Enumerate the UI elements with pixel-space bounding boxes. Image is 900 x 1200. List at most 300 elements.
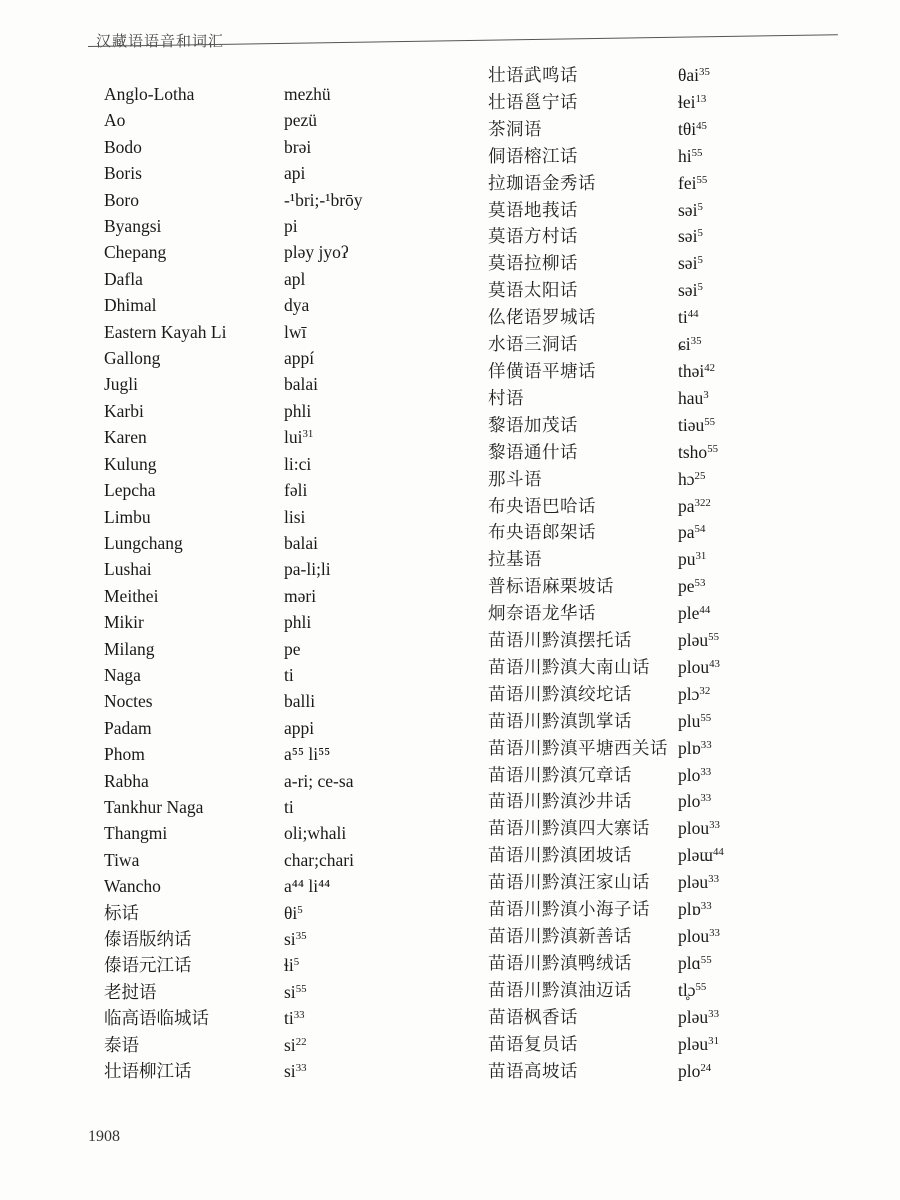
- language-name: Ao: [104, 110, 126, 131]
- tone-superscript: 42: [704, 362, 716, 375]
- word-form-base: pləu: [678, 630, 709, 651]
- language-name: 苗语枫香话: [488, 1006, 578, 1027]
- language-name: Boro: [104, 189, 139, 210]
- language-name: 苗语川黔滇大南山话: [488, 656, 650, 677]
- word-form: [678, 735, 712, 762]
- tone-superscript: 55: [691, 146, 703, 159]
- word-form-base: plou: [678, 818, 710, 839]
- word-form-base: pu: [678, 549, 696, 570]
- word-form-base: balli: [284, 691, 316, 712]
- language-name: Jugli: [104, 374, 139, 395]
- word-form-base: a⁵⁵ li⁵⁵: [284, 744, 331, 765]
- language-name: 茶洞语: [488, 118, 542, 139]
- vocabulary-entry: [488, 788, 724, 815]
- language-name: 苗语川黔滇油迈话: [488, 979, 632, 1000]
- word-form-base: fei: [678, 172, 697, 193]
- tone-superscript: 24: [700, 1061, 712, 1074]
- language-name: 傣语元江话: [104, 955, 192, 976]
- vocabulary-entry: [104, 266, 363, 292]
- vocabulary-entry: [104, 398, 363, 424]
- word-form-base: səi: [678, 253, 698, 274]
- word-form-base: apl: [284, 268, 306, 289]
- language-name: 普标语麻栗坡话: [488, 576, 614, 597]
- word-form: [678, 223, 703, 250]
- word-form: [678, 762, 711, 789]
- word-form: [284, 873, 330, 899]
- language-name: 壮语武鸣话: [488, 65, 578, 85]
- word-form: [678, 412, 715, 439]
- word-form-base: pləɯ: [678, 845, 713, 866]
- vocabulary-entry: [104, 847, 363, 873]
- word-form: [678, 788, 711, 815]
- word-form: [284, 900, 303, 926]
- language-name: Lushai: [104, 559, 152, 580]
- word-form: [284, 1058, 307, 1084]
- vocabulary-entry: [104, 451, 363, 477]
- word-form: [284, 160, 305, 186]
- language-name: Milang: [104, 638, 155, 659]
- language-name: 拉基语: [488, 549, 542, 570]
- word-form: [284, 952, 299, 978]
- word-form: [284, 451, 311, 477]
- language-name: 村语: [488, 387, 524, 408]
- vocabulary-entry: [488, 385, 724, 412]
- vocabulary-entry: [488, 896, 724, 923]
- tone-superscript: 55: [695, 980, 707, 993]
- vocabulary-entry: [104, 794, 363, 820]
- vocabulary-entry: [488, 331, 724, 358]
- vocabulary-entry: [104, 504, 363, 530]
- language-name: 侗语榕江话: [488, 145, 578, 166]
- vocabulary-entry: [104, 636, 363, 662]
- language-name: Tankhur Naga: [104, 796, 204, 817]
- word-form-base: si: [284, 1061, 296, 1082]
- vocabulary-entry: [488, 412, 724, 439]
- word-form: [678, 977, 706, 1004]
- vocabulary-entry: [488, 1058, 724, 1085]
- word-form-base: dya: [284, 295, 310, 316]
- word-form: [284, 556, 331, 582]
- word-form: [678, 439, 718, 466]
- vocabulary-entry: [488, 977, 724, 1004]
- word-form-base: ɕi: [678, 334, 691, 355]
- word-form-base: hɔ: [678, 468, 695, 489]
- word-form: [284, 187, 363, 213]
- tone-superscript: 35: [699, 66, 710, 79]
- word-form: [678, 1058, 711, 1085]
- word-form-base: səi: [678, 280, 698, 301]
- word-form-base: thəi: [678, 360, 705, 381]
- tone-superscript: 44: [713, 846, 724, 859]
- tone-superscript: 33: [708, 1007, 719, 1020]
- word-form-base: səi: [678, 226, 698, 247]
- vocabulary-entry: [104, 424, 363, 450]
- tone-superscript: 55: [708, 631, 719, 644]
- language-name: 临高语临城话: [104, 1008, 209, 1029]
- vocabulary-entry: [104, 715, 363, 741]
- word-form: [678, 1004, 719, 1031]
- word-form-base: oli;whali: [284, 823, 347, 844]
- tone-superscript: 25: [694, 469, 706, 482]
- vocabulary-entry: [488, 735, 724, 762]
- tone-superscript: 31: [302, 428, 314, 441]
- tone-superscript: 55: [700, 953, 712, 966]
- word-form: [284, 134, 311, 160]
- word-form: [284, 794, 294, 820]
- vocabulary-entry: [488, 869, 724, 896]
- tone-superscript: 55: [704, 415, 716, 428]
- language-name: 苗语复员话: [488, 1033, 578, 1054]
- tone-superscript: 5: [297, 903, 303, 916]
- word-form: [284, 107, 317, 133]
- tone-superscript: 55: [707, 442, 719, 455]
- language-name: Mikir: [104, 612, 144, 633]
- language-name: Noctes: [104, 691, 153, 712]
- vocabulary-entry: [488, 277, 724, 304]
- language-name: Chepang: [104, 242, 167, 263]
- tone-superscript: 3: [703, 388, 709, 401]
- word-form-base: appí: [284, 348, 315, 369]
- language-name: 苗语川黔滇小海子话: [488, 899, 650, 920]
- word-form: [284, 81, 331, 107]
- tone-superscript: 44: [687, 308, 699, 321]
- language-name: 莫语地莪话: [488, 199, 578, 220]
- word-form: [284, 715, 314, 741]
- vocabulary-entry: [104, 768, 363, 794]
- word-form: [284, 979, 307, 1005]
- vocabulary-entry: [488, 600, 724, 627]
- word-form: [284, 662, 294, 688]
- language-name: Gallong: [104, 348, 161, 369]
- word-form: [284, 345, 314, 371]
- tone-superscript: 35: [295, 930, 307, 943]
- word-form-base: plɒ: [678, 737, 701, 758]
- word-form-base: pe: [284, 638, 301, 659]
- word-form: [678, 304, 699, 331]
- word-form: [678, 923, 720, 950]
- word-form-base: char;chari: [284, 849, 354, 870]
- word-form-base: tl̥ɔ: [678, 979, 696, 1000]
- language-name: 苗语高坡话: [488, 1060, 578, 1081]
- language-name: 苗语川黔滇汪家山话: [488, 872, 650, 893]
- language-name: 那斗语: [488, 468, 542, 489]
- word-form-base: pləu: [678, 872, 709, 893]
- language-name: Karbi: [104, 400, 144, 421]
- vocabulary-entry: [488, 116, 724, 143]
- tone-superscript: 53: [694, 577, 706, 590]
- vocabulary-entry: [488, 1031, 724, 1058]
- vocabulary-entry: [104, 1058, 363, 1084]
- word-form: [678, 627, 719, 654]
- tone-superscript: 33: [709, 819, 720, 832]
- vocabulary-entry: [488, 573, 724, 600]
- language-name: 布央语郎架话: [488, 522, 596, 543]
- vocabulary-entry: [104, 81, 363, 107]
- language-name: 苗语川黔滇鸭绒话: [488, 952, 632, 973]
- tone-superscript: 31: [695, 550, 707, 563]
- word-form: [678, 277, 703, 304]
- vocabulary-entry: [104, 187, 363, 213]
- vocabulary-entry: [488, 170, 724, 197]
- word-form-base: ti: [284, 1008, 294, 1029]
- word-form: [678, 681, 710, 708]
- language-name: Limbu: [104, 506, 151, 527]
- word-form-base: pa: [678, 522, 695, 543]
- tone-superscript: 33: [708, 873, 719, 886]
- language-name: 标话: [104, 902, 139, 923]
- language-name: 黎语通什话: [488, 441, 578, 462]
- vocabulary-entry: [104, 900, 363, 926]
- language-name: Lungchang: [104, 532, 183, 553]
- word-form: [284, 371, 318, 397]
- word-form: [678, 116, 707, 143]
- language-name: Wancho: [104, 876, 161, 897]
- vocabulary-entry: [104, 371, 363, 397]
- language-name: Phom: [104, 744, 145, 765]
- tone-superscript: 33: [293, 1009, 305, 1022]
- language-name: 老挝语: [104, 981, 157, 1002]
- word-form-base: si: [284, 1034, 296, 1055]
- language-name: Dhimal: [104, 295, 157, 316]
- language-name: Padam: [104, 717, 152, 738]
- word-form-base: brəi: [284, 136, 312, 157]
- vocabulary-entry: [488, 250, 724, 277]
- language-name: 苗语川黔滇团坡话: [488, 845, 632, 866]
- word-form: [678, 62, 710, 89]
- word-form: [678, 869, 719, 896]
- tone-superscript: 43: [709, 657, 720, 670]
- word-form: [284, 319, 306, 345]
- vocabulary-entry: [488, 815, 724, 842]
- word-form: [284, 1032, 307, 1058]
- language-name: Byangsi: [104, 216, 162, 237]
- language-name: 莫语方村话: [488, 226, 578, 247]
- language-name: Kulung: [104, 453, 157, 474]
- vocabulary-entry: [488, 708, 724, 735]
- vocabulary-entry: [488, 493, 724, 520]
- language-name: 泰语: [104, 1034, 139, 1055]
- word-form-base: θi: [284, 902, 298, 923]
- vocabulary-entry: [488, 681, 724, 708]
- language-name: 莫语太阳话: [488, 280, 578, 301]
- tone-superscript: 35: [690, 335, 702, 348]
- word-form: [284, 688, 315, 714]
- word-form: [678, 250, 703, 277]
- language-name: Naga: [104, 664, 141, 685]
- word-form-base: plo: [678, 1060, 701, 1081]
- tone-superscript: 45: [696, 119, 707, 132]
- word-form: [284, 398, 311, 424]
- word-form-base: balai: [284, 374, 319, 395]
- word-form-base: si: [284, 981, 296, 1002]
- word-form: [678, 815, 720, 842]
- tone-superscript: 33: [700, 792, 712, 805]
- language-name: 苗语川黔滇凯掌话: [488, 710, 632, 731]
- word-form-base: plo: [678, 791, 701, 812]
- vocabulary-entry: [104, 979, 363, 1005]
- vocabulary-entry: [488, 358, 724, 385]
- word-form: [678, 708, 711, 735]
- running-header: 汉藏语语音和词汇: [96, 34, 225, 50]
- word-form-base: appi: [284, 717, 315, 738]
- word-form: [284, 424, 313, 450]
- vocabulary-entry: [104, 213, 363, 239]
- word-form: [284, 768, 353, 794]
- word-form-base: plo: [678, 764, 701, 785]
- word-form-base: pləu: [678, 1033, 709, 1054]
- word-form-base: mezhü: [284, 84, 331, 104]
- language-name: 苗语川黔滇新善话: [488, 926, 632, 946]
- vocabulary-entry: [104, 292, 363, 318]
- word-form-base: pi: [284, 216, 298, 237]
- vocabulary-entry: [104, 741, 363, 767]
- vocabulary-entry: [488, 89, 724, 116]
- language-name: Thangmi: [104, 823, 168, 844]
- language-name: 壮语柳江话: [104, 1061, 192, 1082]
- word-form-base: θai: [678, 65, 700, 85]
- vocabulary-entry: [104, 319, 363, 345]
- vocabulary-entry: [104, 345, 363, 371]
- vocabulary-entry: [104, 820, 363, 846]
- word-form: [678, 600, 710, 627]
- tone-superscript: 33: [709, 927, 720, 940]
- vocabulary-entry: [488, 223, 724, 250]
- word-form-base: pezü: [284, 110, 318, 131]
- page-number: 1908: [88, 1128, 120, 1145]
- tone-superscript: 33: [295, 1062, 307, 1075]
- word-form: [284, 266, 305, 292]
- word-form-base: hau: [678, 387, 704, 408]
- language-name: 拉珈语金秀话: [488, 172, 596, 193]
- word-form-base: pa: [678, 495, 695, 516]
- tone-superscript: 55: [700, 711, 712, 724]
- word-form-base: səi: [678, 199, 698, 220]
- word-form-base: api: [284, 163, 306, 184]
- vocabulary-entry: [104, 952, 363, 978]
- word-form-base: lwī: [284, 321, 307, 342]
- vocabulary-entry: [488, 439, 724, 466]
- vocabulary-entry: [488, 1004, 724, 1031]
- word-form-base: a-ri; ce-sa: [284, 770, 354, 791]
- word-form-base: phli: [284, 400, 312, 421]
- vocabulary-entry: [104, 556, 363, 582]
- language-name: 水语三洞话: [488, 334, 578, 355]
- word-form-base: plɔ: [678, 683, 700, 704]
- word-form: [678, 950, 712, 977]
- vocabulary-entry: [488, 762, 724, 789]
- language-name: 莫语拉柳话: [488, 253, 578, 274]
- word-form: [284, 292, 309, 318]
- language-name: Boris: [104, 163, 142, 184]
- word-form: [678, 331, 701, 358]
- word-form-base: pləy jyoʔ: [284, 242, 349, 263]
- vocabulary-entry: [104, 107, 363, 133]
- language-name: Dafla: [104, 268, 143, 289]
- word-form: [678, 197, 703, 224]
- word-form: [678, 493, 711, 520]
- word-form-base: tiəu: [678, 414, 705, 435]
- word-form: [284, 820, 346, 846]
- tone-superscript: 33: [700, 900, 712, 913]
- word-form: [284, 213, 298, 239]
- tone-superscript: 5: [697, 281, 703, 294]
- vocabulary-entry: [104, 688, 363, 714]
- vocabulary-entry: [488, 143, 724, 170]
- vocabulary-entry: [104, 1032, 363, 1058]
- vocabulary-entry: [488, 923, 724, 950]
- language-name: Bodo: [104, 136, 142, 157]
- vocabulary-entry: [488, 197, 724, 224]
- word-form-base: a⁴⁴ li⁴⁴: [284, 876, 331, 897]
- tone-superscript: 22: [295, 1035, 307, 1048]
- word-form-base: məri: [284, 585, 317, 606]
- word-form-base: pe: [678, 576, 695, 597]
- word-form-base: plu: [678, 710, 701, 731]
- vocabulary-entry: [104, 662, 363, 688]
- tone-superscript: 54: [694, 523, 706, 536]
- word-form: [284, 609, 311, 635]
- tone-superscript: 31: [708, 1034, 719, 1047]
- vocabulary-entry: [488, 466, 724, 493]
- language-name: 布央语巴哈话: [488, 495, 596, 516]
- word-form-base: tsho: [678, 441, 708, 462]
- language-name: 壮语邕宁话: [488, 91, 578, 112]
- language-name: 黎语加茂话: [488, 414, 578, 435]
- vocabulary-entry: [104, 239, 363, 265]
- word-form-base: plɑ: [678, 952, 701, 973]
- word-form-base: ɬi: [284, 955, 294, 976]
- language-name: 苗语川黔滇绞坨话: [488, 683, 632, 704]
- tone-superscript: 13: [695, 92, 707, 105]
- vocabulary-entry: [104, 926, 363, 952]
- word-form: [678, 1031, 719, 1058]
- word-form-base: plou: [678, 926, 710, 946]
- tone-superscript: 32: [699, 684, 711, 697]
- language-name: 傣语版纳话: [104, 929, 192, 949]
- word-form: [678, 546, 706, 573]
- word-form-base: pləu: [678, 1006, 709, 1027]
- word-form: [284, 847, 354, 873]
- vocabulary-entry: [104, 160, 363, 186]
- word-form: [284, 741, 330, 767]
- language-name: 苗语川黔滇冗章话: [488, 764, 632, 785]
- vocabulary-entry: [104, 530, 363, 556]
- vocabulary-entry: [488, 627, 724, 654]
- word-form-base: plou: [678, 656, 710, 677]
- vocabulary-entry: [488, 950, 724, 977]
- word-form-base: -¹bri;-¹brōy: [284, 189, 363, 210]
- word-form-base: phli: [284, 612, 312, 633]
- language-name: 苗语川黔滇摆托话: [488, 630, 632, 651]
- vocabulary-entry: [488, 304, 724, 331]
- vocabulary-entry: [104, 1005, 363, 1031]
- tone-superscript: 5: [697, 200, 703, 213]
- word-form-base: balai: [284, 532, 319, 553]
- vocabulary-entry: [488, 62, 724, 89]
- tone-superscript: 5: [697, 227, 703, 240]
- word-form-base: ti: [678, 307, 688, 328]
- language-name: 佯僙语平塘话: [488, 360, 596, 381]
- language-name: 苗语川黔滇沙井话: [488, 791, 632, 812]
- tone-superscript: 33: [700, 765, 712, 778]
- word-form-base: fəli: [284, 480, 308, 501]
- word-form-base: ti: [284, 796, 294, 817]
- tone-superscript: 5: [697, 254, 703, 267]
- vocabulary-entry: [488, 546, 724, 573]
- tone-superscript: 55: [295, 982, 307, 995]
- word-form-base: ple: [678, 603, 700, 624]
- word-form-base: pa-li;li: [284, 559, 331, 580]
